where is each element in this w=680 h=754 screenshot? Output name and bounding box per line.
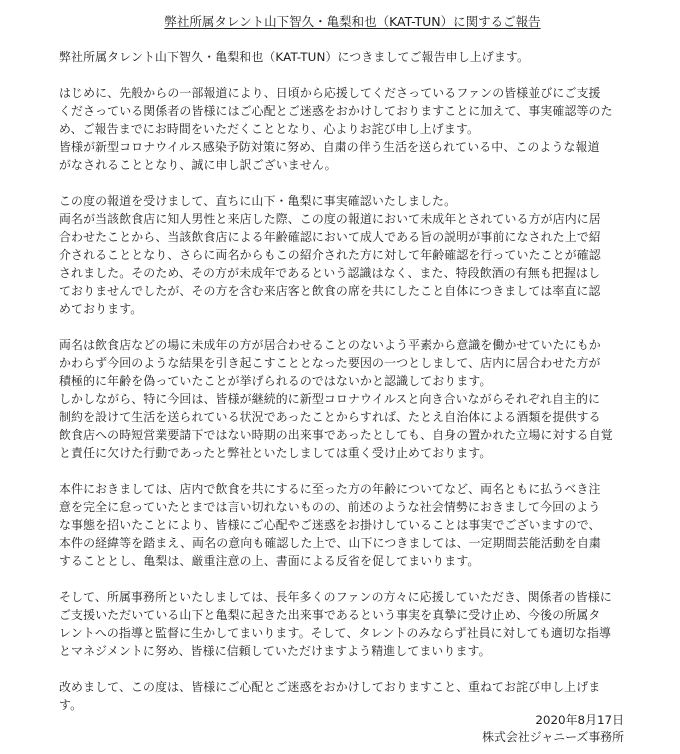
signature-date: 2020年8月17日: [535, 713, 624, 727]
paragraph-line: 弊社所属タレント山下智久・亀梨和也（KAT-TUN）につきましてご報告申し上げます。: [59, 50, 530, 64]
document-body: [59, 48, 640, 714]
document-title-text: 弊社所属タレント山下智久・亀梨和也（KAT-TUN）に関するご報告: [164, 14, 541, 29]
paragraph-line: めております。: [59, 302, 143, 316]
paragraph: [59, 588, 640, 660]
paragraph-line: 介されることとなり、さらに両名からもこの紹介された方に対して年齢確認を行っていたことが確認: [59, 248, 601, 262]
paragraph-line: レントへの指導と監督に生かしてまいります。そして、タレントのみならず社員に対しても適切な指導: [59, 626, 612, 640]
paragraph-line: 改めまして、この度は、皆様にご心配とご迷惑をおかけしておりますこと、重ねてお詫び申し上げま: [59, 680, 601, 694]
paragraph: [59, 84, 640, 174]
paragraph-line: 本件におきましては、店内で飲食を共にするに至った方の年齢についてなど、両名ともに払うべき注: [59, 482, 601, 496]
paragraph-line: とマネジメントに努め、皆様に信頼していただけますよう精進してまいります。: [59, 644, 491, 658]
paragraph: [59, 678, 640, 714]
paragraph-line: ておりませんでしたが、その方を含む来店客と飲食の席を共にしたこと自体につきましては率直に認: [59, 284, 601, 298]
paragraph-line: 積極的に年齢を偽っていたことが挙げられるのではないかと認識しております。: [59, 374, 492, 388]
paragraph: [59, 192, 640, 318]
signature-company: 株式会社ジャニーズ事務所: [482, 730, 624, 744]
signature-block: [482, 712, 624, 746]
paragraph-line: くださっている関係者の皆様にはご心配とご迷惑をおかけしておりますことに加えて、事実確認等のた: [59, 104, 613, 118]
paragraph-line: 皆様が新型コロナウイルス感染予防対策に努め、自粛の伴う生活を送られている中、このような報道: [59, 140, 600, 154]
paragraph-line: かわらず今回のような結果を引き起こすこととなった要因の一つとしまして、店内に居合わせた方が: [59, 356, 601, 370]
paragraph-line: することとし、亀梨は、厳重注意の上、書面による反省を促してまいります。: [59, 554, 480, 568]
paragraph-line: 意を完全に怠っていたとまでは言い切れないものの、前述のような社会情勢におきまして今回のよう: [59, 500, 601, 514]
paragraph-line: がなされることとなり、誠に申し訳ございません。: [59, 158, 337, 172]
paragraph-line: ご支援いただいている山下と亀梨に起きた出来事であるという事実を真摯に受け止め、今後の所属タ: [59, 608, 601, 622]
paragraph-line: 制約を設けて生活を送られている状況であったことからすれば、たとえ自治体による酒類を提供する: [59, 410, 601, 424]
document-title: [59, 14, 640, 30]
paragraph: [59, 480, 640, 570]
paragraph-line: な事態を招いたことにより、皆様にご心配やご迷惑をお掛けしていることは事実でございますので、: [59, 518, 601, 532]
paragraph-line: 両名が当該飲食店に知人男性と来店した際、この度の報道において未成年とされている方が店内に居: [59, 212, 601, 226]
paragraph-line: 飲食店への時短営業要請下ではない時期の出来事であったとしても、自身の置かれた立場に対する自覚: [59, 428, 613, 442]
paragraph-line: と責任に欠けた行動であったと弊社といたしましては重く受け止めております。: [59, 446, 492, 460]
paragraph-line: この度の報道を受けまして、直ちに山下・亀梨に事実確認いたしました。: [59, 194, 457, 208]
paragraph-line: しかしながら、特に今回は、皆様が継続的に新型コロナウイルスと向き合いながらそれぞれ自主的に: [59, 392, 601, 406]
paragraph-line: 本件の経緯等を踏まえ、両名の意向も確認した上で、山下につきましては、一定期間芸能活動を自粛: [59, 536, 602, 550]
paragraph-line: そして、所属事務所といたしましては、長年多くのファンの方々に応援していただき、関係者の皆様に: [59, 590, 612, 604]
paragraph: [59, 336, 640, 462]
paragraph-line: す。: [59, 698, 83, 712]
paragraph: [59, 48, 640, 66]
paragraph-line: 合わせたことから、当該飲食店による年齢確認において成人である旨の説明が事前になされた上で紹: [59, 230, 601, 244]
paragraph-line: 両名は飲食店などの場に未成年の方が居合わせることのないよう平素から意識を働かせていたにもか: [59, 338, 601, 352]
paragraph-line: されました。そのため、その方が未成年であるという認識はなく、また、特段飲酒の有無も把握はし: [59, 266, 601, 280]
paragraph-line: め、ご報告までにお時間をいただくこととなり、心よりお詫び申し上げます。: [59, 122, 479, 136]
paragraph-line: はじめに、先般からの一部報道により、日頃から応援してくださっているファンの皆様並びにご支援: [59, 86, 601, 100]
